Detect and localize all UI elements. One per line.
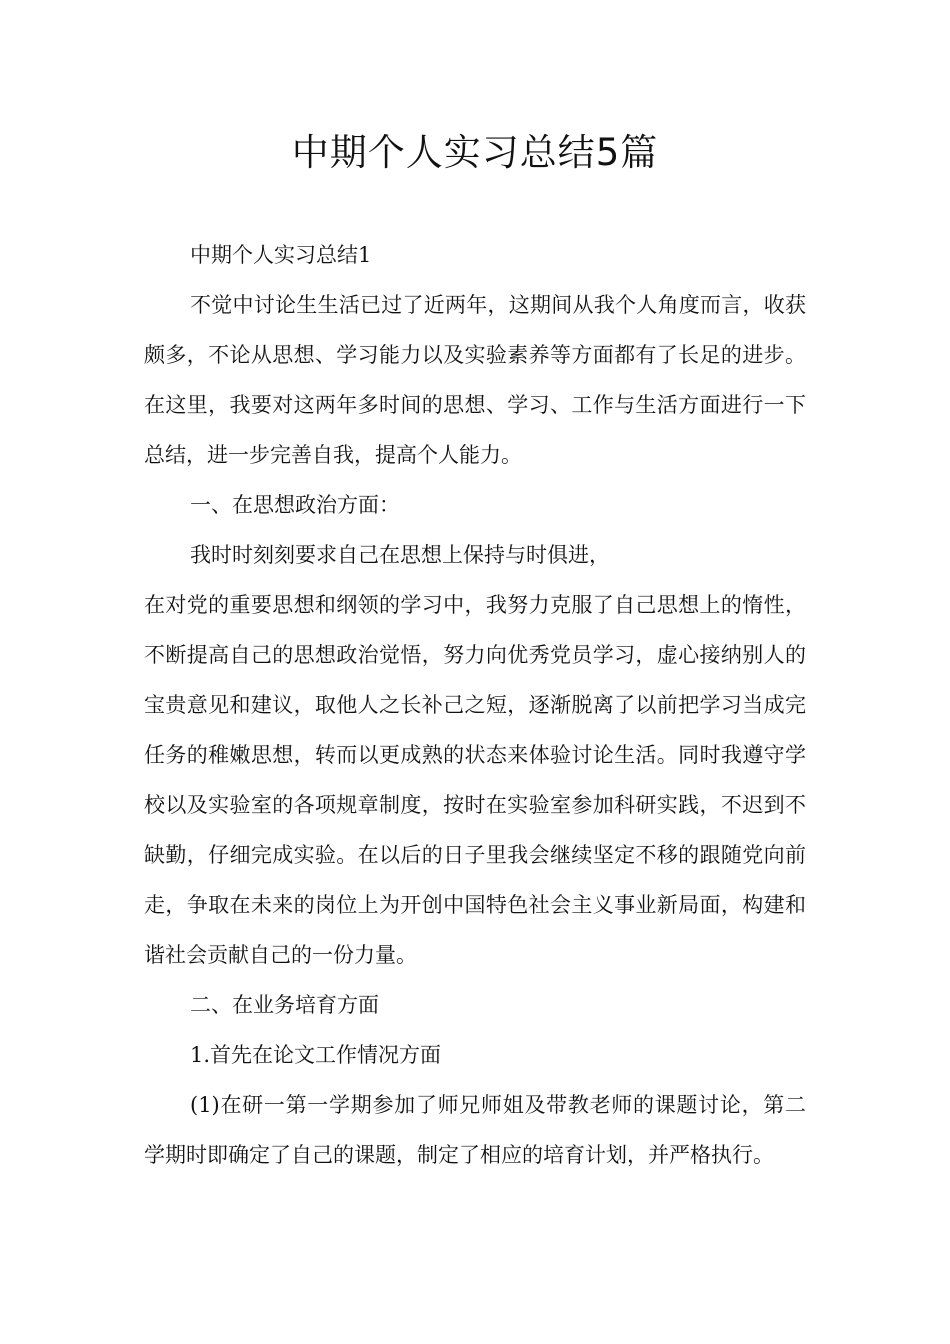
subheading-thesis: 1.首先在论文工作情况方面 bbox=[190, 1043, 442, 1067]
paragraph-ideology-lead: 我时时刻刻要求自己在思想上保持与时俱进， bbox=[190, 543, 610, 567]
paragraph-intro: 不觉中讨论生生活已过了近两年，这期间从我个人角度而言，收获颇多，不论从思想、学习能力以及实验素养等方面都有了长足的进步。在这里，我要对这两年多时间的思想、学习、工作与生活方面进行一下总结，进一步完善自我，提高个人能力。 bbox=[144, 293, 806, 467]
heading-ideology: 一、在思想政治方面： bbox=[190, 493, 400, 517]
heading-training: 二、在业务培育方面 bbox=[190, 993, 379, 1017]
paragraph-thesis-1: (1)在研一第一学期参加了师兄师姐及带教老师的课题讨论，第二学期时即确定了自己的课题，制定了相应的培育计划，并严格执行。 bbox=[144, 1093, 806, 1167]
paragraph-ideology-body: 在对党的重要思想和纲领的学习中，我努力克服了自己思想上的惰性，不断提高自己的思想政治觉悟，努力向优秀党员学习，虚心接纳别人的宝贵意见和建议，取他人之长补己之短，逐渐脱离了以前把学习当成完任务的稚嫩思想，转而以更成熟的状态来体验讨论生活。同时我遵守学校以及实验室的各项规章制度，按时在实验室参加科研实践，不迟到不缺勤，仔细完成实验。在以后的日子里我会继续坚定不移的跟随党向前走，争取在未来的岗位上为开创中国特色社会主义事业新局面，构建和谐社会贡献自己的一份力量。 bbox=[144, 593, 806, 967]
document-body bbox=[144, 230, 806, 1180]
section-title: 中期个人实习总结1 bbox=[190, 243, 372, 267]
document-title: 中期个人实习总结5篇 bbox=[291, 131, 659, 174]
